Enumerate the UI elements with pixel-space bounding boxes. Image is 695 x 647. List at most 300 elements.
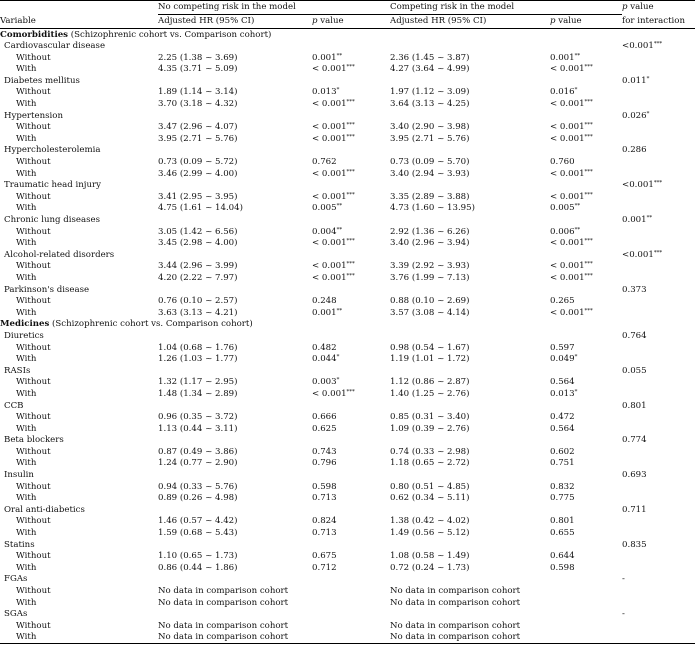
p-cell-competing: 0.597 [550, 342, 575, 353]
hr-cell-no-competing: 1.59 (0.68 ~ 5.43) [158, 528, 238, 539]
hr-cell-competing: 0.98 (0.54 ~ 1.67) [390, 342, 470, 353]
row-label: Without [16, 377, 51, 388]
row-label: With [16, 133, 37, 144]
variable-group-label: Oral anti-diabetics [4, 504, 85, 515]
table-row [0, 52, 695, 64]
p-interaction-cell [622, 481, 695, 493]
p-cell-competing: 0.602 [550, 446, 575, 457]
p-interaction-cell [622, 377, 695, 389]
p-cell-competing: < 0.001*** [550, 261, 593, 272]
group-row [0, 609, 695, 621]
p-interaction-cell [622, 562, 695, 574]
hr-cell-competing: 0.88 (0.10 ~ 2.69) [390, 296, 470, 307]
variable-group-label: Cardiovascular disease [4, 41, 106, 52]
group-header-no-competing: No competing risk in the model [158, 1, 390, 15]
p-interaction-cell: 0.693 [622, 470, 647, 481]
p-cell-no-competing: 0.005** [312, 203, 343, 214]
section-heading: Medicines (Schizophrenic cohort vs. Comparison cohort) [0, 319, 253, 330]
p-interaction-cell [622, 272, 695, 284]
hr-cell-no-competing: 3.63 (3.13 ~ 4.21) [158, 307, 238, 318]
row-label: Without [16, 157, 51, 168]
p-interaction-cell [622, 551, 695, 563]
group-row [0, 41, 695, 53]
p-cell-no-competing: 0.762 [312, 157, 337, 168]
variable-group-label: Beta blockers [4, 435, 64, 446]
p-interaction-cell: - [622, 574, 625, 585]
row-label: With [16, 597, 37, 608]
variable-group-label: Statins [4, 539, 35, 550]
p-interaction-cell: - [622, 609, 625, 620]
p-interaction-cell [622, 458, 695, 470]
p-cell-no-competing: 0.598 [312, 481, 337, 492]
p-cell-competing: 0.598 [550, 562, 575, 573]
p-header-1: p value [312, 15, 390, 29]
group-row [0, 284, 695, 296]
p-cell-no-competing: < 0.001*** [312, 261, 355, 272]
table-row [0, 388, 695, 400]
table-row [0, 446, 695, 458]
p-cell-competing: 0.801 [550, 516, 575, 527]
hr-cell-competing: 1.08 (0.58 ~ 1.49) [390, 551, 470, 562]
table-row [0, 226, 695, 238]
group-row [0, 75, 695, 87]
row-label: Without [16, 516, 51, 527]
hr-cell-competing: 0.73 (0.09 ~ 5.70) [390, 157, 470, 168]
p-cell-competing: 0.644 [550, 551, 575, 562]
p-cell-no-competing: 0.482 [312, 342, 337, 353]
hr-cell-competing: 3.39 (2.92 ~ 3.93) [390, 261, 470, 272]
variable-header: Variable [0, 15, 158, 29]
variable-group-label: Alcohol-related disorders [4, 249, 115, 260]
table-row [0, 458, 695, 470]
p-interaction-cell [622, 388, 695, 400]
hr-cell-competing: 1.38 (0.42 ~ 4.02) [390, 516, 470, 527]
row-label: With [16, 562, 37, 573]
hr-cell-no-competing: 3.46 (2.99 ~ 4.00) [158, 168, 238, 179]
hr-cell-no-competing: 3.05 (1.42 ~ 6.56) [158, 226, 238, 237]
row-label: Without [16, 87, 51, 98]
p-interaction-cell [622, 133, 695, 145]
table-row [0, 354, 695, 366]
table-row [0, 597, 695, 609]
p-cell-no-competing: 0.044* [312, 354, 340, 365]
hr-cell-no-competing: 1.10 (0.65 ~ 1.73) [158, 551, 238, 562]
p-cell-no-competing: 0.003* [312, 377, 340, 388]
p-interaction-cell: 0.055 [622, 365, 647, 376]
hr-cell-no-competing: 3.44 (2.96 ~ 3.99) [158, 261, 238, 272]
section-row [0, 319, 695, 331]
hr-cell-competing: 1.97 (1.12 ~ 3.09) [390, 87, 470, 98]
hr-cell-no-competing: 0.76 (0.10 ~ 2.57) [158, 296, 238, 307]
group-row [0, 574, 695, 586]
p-cell-competing: < 0.001*** [550, 99, 593, 110]
hr-cell-competing: 0.74 (0.33 ~ 2.98) [390, 446, 470, 457]
hr-cell-competing: 4.73 (1.60 ~ 13.95) [390, 203, 475, 214]
p-cell-no-competing: 0.712 [312, 562, 337, 573]
p-cell-no-competing: 0.004** [312, 226, 343, 237]
hr-cell-competing: 4.27 (3.64 ~ 4.99) [390, 64, 470, 75]
p-interaction-cell [622, 99, 695, 111]
p-cell-no-competing: 0.248 [312, 296, 337, 307]
row-label: Without [16, 551, 51, 562]
p-interaction-cell [622, 238, 695, 250]
table-row [0, 481, 695, 493]
p-cell-competing: 0.016* [550, 87, 578, 98]
table-row [0, 99, 695, 111]
p-interaction-cell: 0.764 [622, 330, 647, 341]
p-cell-competing: 0.760 [550, 157, 575, 168]
row-label: Without [16, 620, 51, 631]
p-cell-no-competing: 0.713 [312, 528, 337, 539]
p-cell-no-competing: 0.001** [312, 307, 343, 318]
hr-cell-no-competing: No data in comparison cohort [158, 586, 289, 596]
p-interaction-cell: <0.001*** [622, 249, 663, 260]
p-interaction-header-line2: for interaction [622, 15, 695, 29]
p-cell-no-competing: 0.713 [312, 493, 337, 504]
group-row [0, 180, 695, 192]
p-cell-no-competing: 0.001** [312, 52, 343, 63]
hr-cell-competing: 1.12 (0.86 ~ 2.87) [390, 377, 470, 388]
hr-cell-no-competing: 0.94 (0.33 ~ 5.76) [158, 481, 238, 492]
table-row [0, 307, 695, 319]
p-cell-competing: < 0.001*** [550, 238, 593, 249]
table-row [0, 191, 695, 203]
hr-cell-no-competing: 2.25 (1.38 ~ 3.69) [158, 52, 238, 63]
table-row [0, 551, 695, 563]
p-cell-no-competing: < 0.001*** [312, 272, 355, 283]
p-cell-no-competing [312, 620, 390, 632]
table-row [0, 122, 695, 134]
variable-group-label: Traumatic head injury [4, 180, 101, 191]
hr-cell-competing: 3.40 (2.94 ~ 3.93) [390, 168, 470, 179]
p-cell-no-competing [312, 586, 390, 598]
table-row [0, 586, 695, 598]
group-header-competing: Competing risk in the model [390, 1, 622, 15]
p-cell-no-competing [312, 597, 390, 609]
hr-cell-no-competing: 4.75 (1.61 ~ 14.04) [158, 203, 243, 214]
table-body [0, 29, 695, 644]
p-cell-no-competing: < 0.001*** [312, 388, 355, 399]
p-interaction-cell [622, 493, 695, 505]
variable-group-label: CCB [4, 400, 24, 411]
hr-cell-competing: No data in comparison cohort [390, 620, 521, 631]
variable-group-label: Diabetes mellitus [4, 75, 80, 86]
p-interaction-cell [622, 354, 695, 366]
hr-cell-competing: 3.40 (2.96 ~ 3.94) [390, 238, 470, 249]
p-cell-no-competing: < 0.001*** [312, 238, 355, 249]
hr-cell-competing: 2.36 (1.45 ~ 3.87) [390, 52, 470, 63]
group-row [0, 435, 695, 447]
p-interaction-cell [622, 226, 695, 238]
section-row [0, 29, 695, 41]
group-row [0, 215, 695, 227]
hr-cell-no-competing: 1.04 (0.68 ~ 1.76) [158, 342, 238, 353]
table-row [0, 620, 695, 632]
p-interaction-cell: 0.774 [622, 435, 647, 446]
hr-cell-no-competing: No data in comparison cohort [158, 632, 312, 644]
p-cell-competing: 0.832 [550, 481, 575, 492]
table-row [0, 133, 695, 145]
table-row [0, 87, 695, 99]
hr-cell-no-competing: 3.41 (2.95 ~ 3.95) [158, 191, 238, 202]
hr-cell-competing: 2.92 (1.36 ~ 6.26) [390, 226, 470, 237]
table-header [0, 1, 695, 29]
p-cell-no-competing: 0.675 [312, 551, 337, 562]
p-cell-competing: 0.751 [550, 458, 575, 469]
table-row [0, 412, 695, 424]
p-cell-competing [550, 620, 622, 632]
p-cell-no-competing: < 0.001*** [312, 99, 355, 110]
hr-cell-no-competing: 3.45 (2.98 ~ 4.00) [158, 238, 238, 249]
hr-header-2: Adjusted HR (95% CI) [390, 15, 550, 29]
p-interaction-cell: 0.286 [622, 145, 647, 156]
table-row [0, 64, 695, 76]
hr-cell-no-competing: 3.47 (2.96 ~ 4.07) [158, 122, 238, 133]
p-interaction-cell [622, 296, 695, 308]
hr-cell-no-competing: 3.70 (3.18 ~ 4.32) [158, 99, 238, 110]
p-interaction-cell [622, 122, 695, 134]
hr-cell-competing: 1.09 (0.39 ~ 2.76) [390, 423, 470, 434]
p-interaction-cell [622, 168, 695, 180]
p-cell-no-competing: 0.013* [312, 87, 340, 98]
row-label: With [16, 64, 37, 75]
row-label: Without [16, 586, 51, 596]
table-row [0, 238, 695, 250]
group-row [0, 539, 695, 551]
row-label: Without [16, 446, 51, 457]
p-cell-no-competing [312, 632, 390, 644]
row-label: Without [16, 342, 51, 353]
row-label: Without [16, 481, 51, 492]
group-row [0, 470, 695, 482]
p-interaction-cell [622, 528, 695, 540]
p-interaction-cell: 0.711 [622, 504, 647, 515]
p-cell-competing: < 0.001*** [550, 307, 593, 318]
p-interaction-cell [622, 412, 695, 424]
variable-group-label: Parkinson's disease [4, 284, 90, 295]
group-row [0, 504, 695, 516]
p-cell-no-competing: 0.796 [312, 458, 337, 469]
row-label: With [16, 307, 37, 318]
table-row [0, 342, 695, 354]
p-interaction-cell [622, 52, 695, 64]
table-row [0, 423, 695, 435]
row-label: With [16, 99, 37, 110]
row-label: With [16, 168, 37, 179]
hr-cell-no-competing: 1.26 (1.03 ~ 1.77) [158, 354, 238, 365]
row-label: With [16, 238, 37, 249]
p-cell-no-competing: < 0.001*** [312, 133, 355, 144]
hr-cell-no-competing: 1.46 (0.57 ~ 4.42) [158, 516, 238, 527]
variable-group-label: FGAs [4, 574, 28, 585]
row-label: With [16, 423, 37, 434]
p-interaction-cell: <0.001*** [622, 41, 663, 52]
hr-cell-competing: 1.49 (0.56 ~ 5.12) [390, 528, 470, 539]
p-cell-competing: 0.564 [550, 377, 575, 388]
row-label: Without [16, 296, 51, 307]
p-interaction-cell [622, 446, 695, 458]
p-interaction-cell: 0.801 [622, 400, 647, 411]
row-label: With [16, 272, 37, 283]
p-interaction-cell: 0.011* [622, 75, 650, 86]
row-label: Without [16, 226, 51, 237]
table-row [0, 516, 695, 528]
table-row [0, 377, 695, 389]
p-interaction-cell: <0.001*** [622, 180, 663, 191]
group-row [0, 400, 695, 412]
row-label: Without [16, 191, 51, 202]
table-row [0, 203, 695, 215]
table-row [0, 528, 695, 540]
hr-cell-competing: 0.72 (0.24 ~ 1.73) [390, 562, 470, 573]
row-label: With [16, 493, 37, 504]
table-row [0, 168, 695, 180]
hr-cell-competing: 0.80 (0.51 ~ 4.85) [390, 481, 470, 492]
hr-cell-no-competing: 1.89 (1.14 ~ 3.14) [158, 87, 238, 98]
hr-cell-no-competing: 1.13 (0.44 ~ 3.11) [158, 423, 238, 434]
hr-cell-no-competing: 4.20 (2.22 ~ 7.97) [158, 272, 238, 283]
group-row [0, 110, 695, 122]
table-row [0, 493, 695, 505]
hr-cell-competing: No data in comparison cohort [390, 586, 521, 596]
p-cell-competing: 0.655 [550, 528, 575, 539]
p-cell-no-competing: 0.743 [312, 446, 337, 457]
p-cell-competing: < 0.001*** [550, 122, 593, 133]
row-label: With [16, 354, 37, 365]
row-label: Without [16, 122, 51, 133]
p-cell-no-competing: < 0.001*** [312, 122, 355, 133]
hr-cell-no-competing: 4.35 (3.71 ~ 5.09) [158, 64, 238, 75]
hr-cell-competing: 3.64 (3.13 ~ 4.25) [390, 99, 470, 110]
p-interaction-cell [622, 203, 695, 215]
p-interaction-cell [622, 423, 695, 435]
hr-cell-no-competing: 1.48 (1.34 ~ 2.89) [158, 388, 238, 399]
hr-cell-no-competing: 1.32 (1.17 ~ 2.95) [158, 377, 238, 388]
p-interaction-cell: 0.026* [622, 110, 650, 121]
row-label: Without [16, 52, 51, 63]
p-interaction-cell: 0.001** [622, 215, 653, 225]
p-cell-competing: < 0.001*** [550, 191, 593, 202]
hr-cell-competing: 3.57 (3.08 ~ 4.14) [390, 307, 470, 318]
variable-group-label: RASIs [4, 365, 31, 376]
row-label: Without [16, 261, 51, 272]
p-cell-no-competing: 0.625 [312, 423, 337, 434]
p-interaction-cell [622, 597, 695, 609]
p-cell-no-competing: < 0.001*** [312, 168, 355, 179]
hr-cell-competing: 3.95 (2.71 ~ 5.76) [390, 133, 470, 144]
p-interaction-cell [622, 516, 695, 528]
p-interaction-cell [622, 586, 695, 598]
p-cell-competing: 0.564 [550, 423, 575, 434]
p-cell-no-competing: < 0.001*** [312, 64, 355, 75]
hr-cell-no-competing: 0.96 (0.35 ~ 3.72) [158, 412, 238, 423]
p-cell-competing: 0.265 [550, 296, 575, 307]
p-interaction-cell [622, 307, 695, 319]
hr-cell-competing: 1.19 (1.01 ~ 1.72) [390, 354, 470, 365]
p-cell-no-competing: < 0.001*** [312, 191, 355, 202]
p-interaction-cell [622, 157, 695, 169]
variable-group-label: SGAs [4, 609, 28, 620]
table-row [0, 272, 695, 284]
variable-group-label: Hypertension [4, 110, 63, 121]
p-cell-competing: 0.005** [550, 203, 581, 214]
p-cell-competing [550, 586, 622, 598]
p-interaction-cell [622, 342, 695, 354]
row-label: With [0, 632, 158, 644]
hr-cell-competing: No data in comparison cohort [390, 597, 521, 608]
p-cell-competing: < 0.001*** [550, 168, 593, 179]
hr-cell-competing: 1.40 (1.25 ~ 2.76) [390, 388, 470, 399]
group-row [0, 145, 695, 157]
hr-cell-competing: No data in comparison cohort [390, 632, 550, 644]
hr-cell-competing: 0.85 (0.31 ~ 3.40) [390, 412, 470, 423]
p-cell-competing: 0.472 [550, 412, 575, 423]
p-interaction-cell [622, 632, 695, 644]
hr-cell-competing: 1.18 (0.65 ~ 2.72) [390, 458, 470, 469]
group-row [0, 249, 695, 261]
p-interaction-cell: 0.373 [622, 284, 647, 295]
p-interaction-cell [622, 620, 695, 632]
hr-cell-no-competing: 3.95 (2.71 ~ 5.76) [158, 133, 238, 144]
hr-cell-competing: 3.40 (2.90 ~ 3.98) [390, 122, 470, 133]
p-interaction-cell [622, 87, 695, 99]
p-cell-competing: < 0.001*** [550, 133, 593, 144]
hr-cell-no-competing: 0.73 (0.09 ~ 5.72) [158, 157, 238, 168]
p-cell-competing: < 0.001*** [550, 272, 593, 283]
p-cell-competing: 0.006** [550, 226, 581, 237]
table-row [0, 157, 695, 169]
hr-cell-competing: 3.76 (1.99 ~ 7.13) [390, 272, 470, 283]
p-interaction-cell [622, 64, 695, 76]
hr-cell-competing: 3.35 (2.89 ~ 3.88) [390, 191, 470, 202]
row-label: Without [16, 412, 51, 423]
hr-cell-no-competing: 0.89 (0.26 ~ 4.98) [158, 493, 238, 504]
p-cell-competing: 0.001** [550, 52, 581, 63]
p-cell-no-competing: 0.666 [312, 412, 337, 423]
table-row [0, 632, 695, 644]
group-row [0, 330, 695, 342]
p-cell-no-competing: 0.824 [312, 516, 337, 527]
table-row [0, 296, 695, 308]
p-interaction-cell: 0.835 [622, 539, 647, 550]
p-cell-competing [550, 632, 622, 644]
section-heading: Comorbidities (Schizophrenic cohort vs. Comparison cohort) [0, 29, 272, 40]
hr-cell-no-competing: No data in comparison cohort [158, 620, 289, 631]
hr-header-1: Adjusted HR (95% CI) [158, 15, 312, 29]
variable-group-label: Hypercholesterolemia [4, 145, 101, 156]
variable-group-label: Insulin [4, 470, 34, 481]
p-interaction-cell [622, 191, 695, 203]
p-cell-competing: 0.013* [550, 388, 578, 399]
variable-group-label: Chronic lung diseases [4, 215, 101, 225]
p-cell-competing: 0.775 [550, 493, 575, 504]
hr-cell-no-competing: 0.86 (0.44 ~ 1.86) [158, 562, 238, 573]
row-label: With [16, 458, 37, 469]
table-row [0, 562, 695, 574]
p-cell-competing [550, 597, 622, 609]
hr-cell-no-competing: 0.87 (0.49 ~ 3.86) [158, 446, 238, 457]
row-label: With [16, 528, 37, 539]
hr-cell-no-competing: No data in comparison cohort [158, 597, 289, 608]
row-label: With [16, 203, 37, 214]
hr-cell-competing: 0.62 (0.34 ~ 5.11) [390, 493, 470, 504]
group-row [0, 365, 695, 377]
p-interaction-header-line1: p value [622, 1, 695, 15]
table-row [0, 261, 695, 273]
p-cell-competing: 0.049* [550, 354, 578, 365]
p-interaction-cell [622, 261, 695, 273]
variable-group-label: Diuretics [4, 330, 44, 341]
